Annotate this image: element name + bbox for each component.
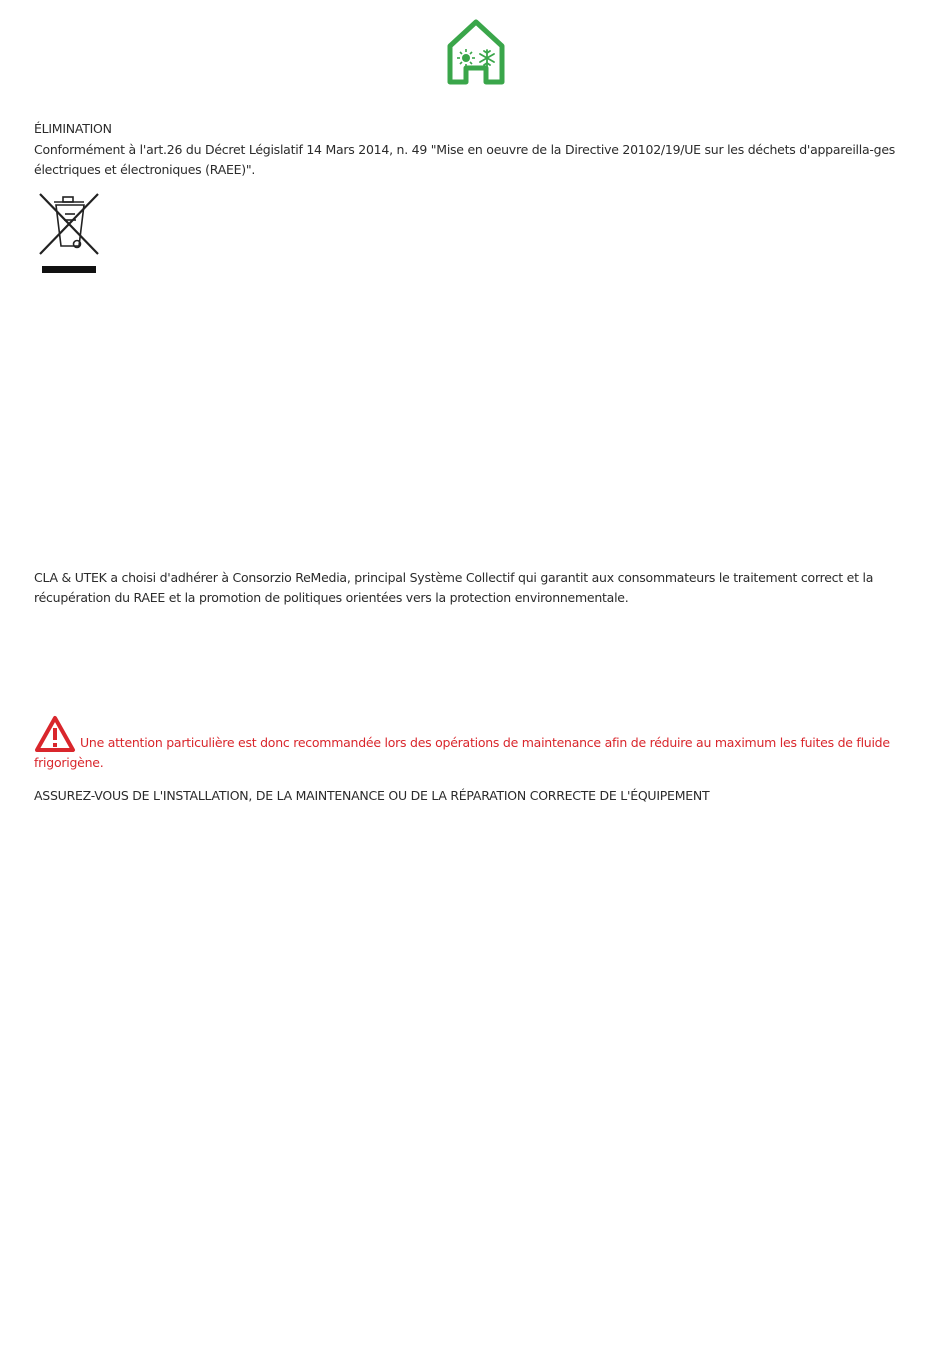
disposal-title: ÉLIMINATION xyxy=(34,121,112,136)
consortium-paragraph-container xyxy=(34,568,918,608)
warning-text: Une attention particulière est donc recommandée lors des opérations de maintenance afin de réduire au maximum les fuites de fluide frigorigène. xyxy=(34,735,890,770)
warning-paragraph xyxy=(34,715,918,773)
warning-triangle-icon xyxy=(34,715,76,753)
house-sun-snowflake-icon xyxy=(444,18,508,86)
notice-text: ASSUREZ-VOUS DE L'INSTALLATION, DE LA MAINTENANCE OU DE LA RÉPARATION CORRECTE DE L'ÉQUIPEMENT xyxy=(34,788,710,803)
warning-note xyxy=(34,715,918,773)
disposal-paragraph-container xyxy=(34,140,918,180)
crossed-out-wheelie-bin-icon xyxy=(34,188,104,278)
section-title xyxy=(34,119,918,139)
disposal-paragraph: Conformément à l'art.26 du Décret Législatif 14 Mars 2014, n. 49 "Mise en oeuvre de la Directive 20102/19/UE sur les déchets d'appareilla-ges électriques et électroniques (RAEE)". xyxy=(34,142,896,177)
consortium-paragraph: CLA & UTEK a choisi d'adhérer à Consorzio ReMedia, principal Système Collectif qui garantit aux consommateurs le traitement correct et la récupération du RAEE et la promotion de politiques orientées vers la protection environnementale. xyxy=(34,570,874,605)
notice-container xyxy=(34,786,918,806)
